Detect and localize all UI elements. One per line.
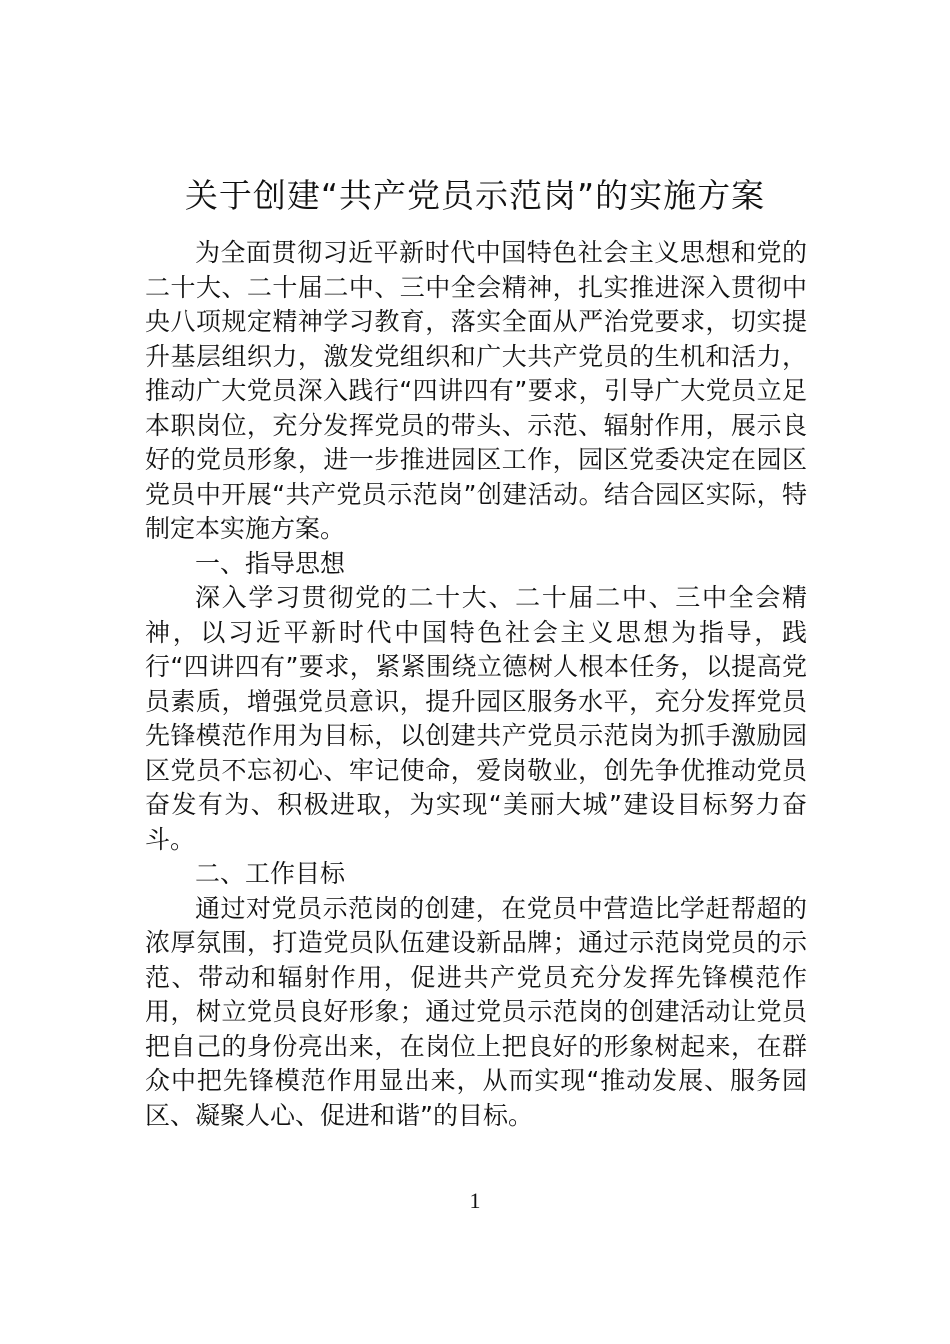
section-paragraph-guiding-ideology: 深入学习贯彻党的二十大、二十届二中、三中全会精神，以习近平新时代中国特色社会主义思想为指导，践行“四讲四有”要求，紧紧围绕立德树人根本任务，以提高党员素质，增强党员意识，提升园区服务水平，充分发挥党员先锋模范作用为目标，以创建共产党员示范岗为抓手激励园区党员不忘初心、牢记使命，爱岗敬业，创先争优推动党员奋发有为、积极进取，为实现“美丽大城”建设目标努力奋斗。 [145, 583, 807, 854]
document-body [145, 236, 807, 1133]
section-heading-work-goals: 二、工作目标 [195, 859, 346, 888]
section-paragraph-work-goals: 通过对党员示范岗的创建，在党员中营造比学赶帮超的浓厚氛围，打造党员队伍建设新品牌；通过示范岗党员的示范、带动和辐射作用，促进共产党员充分发挥先锋模范作用，树立党员良好形象；通过党员示范岗的创建活动让党员把自己的身份亮出来，在岗位上把良好的形象树起来，在群众中把先锋模范作用显出来，从而实现“推动发展、服务园区、凝聚人心、促进和谐”的目标。 [145, 893, 807, 1130]
document-title: 关于创建“共产党员示范岗”的实施方案 [184, 176, 766, 215]
page-number: 1 [469, 1188, 481, 1213]
section-heading-guiding-ideology: 一、指导思想 [195, 548, 346, 578]
intro-paragraph: 为全面贯彻习近平新时代中国特色社会主义思想和党的二十大、二十届二中、三中全会精神，扎实推进深入贯彻中央八项规定精神学习教育，落实全面从严治党要求，切实提升基层组织力，激发党组织和广大共产党员的生机和活力，推动广大党员深入践行“四讲四有”要求，引导广大党员立足本职岗位，充分发挥党员的带头、示范、辐射作用，展示良好的党员形象，进一步推进园区工作，园区党委决定在园区党员中开展“共产党员示范岗”创建活动。结合园区实际，特制定本实施方案。 [145, 238, 807, 543]
